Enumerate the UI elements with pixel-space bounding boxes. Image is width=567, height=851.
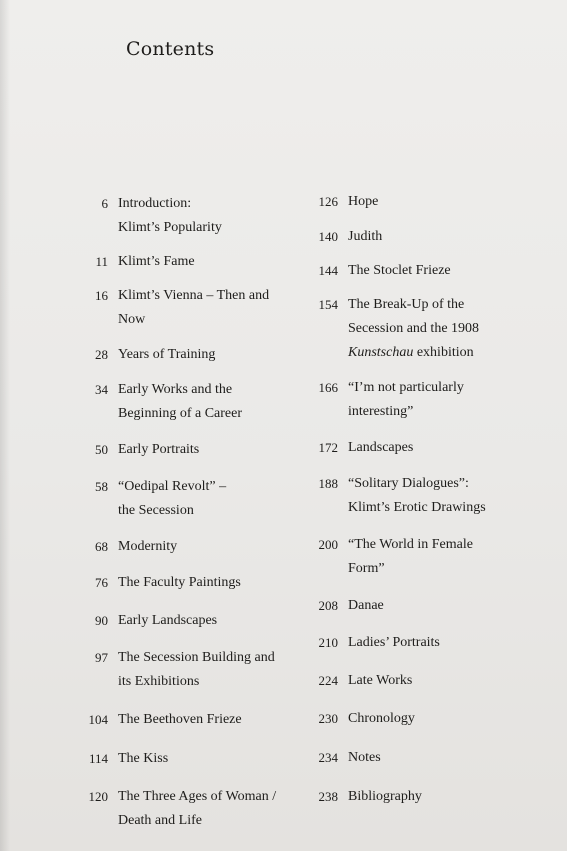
entry-title: Bibliography (348, 789, 422, 804)
entry-title-rest: exhibition (413, 345, 474, 360)
entry-title: Klimt’s Fame (118, 254, 195, 269)
page-number: 6 (101, 196, 108, 211)
entry-title: Form” (348, 561, 385, 576)
entry-title: Landscapes (348, 440, 414, 455)
entry-title: The Faculty Paintings (118, 575, 241, 590)
page-number: 166 (318, 380, 338, 395)
entry-title: The Stoclet Frieze (348, 263, 451, 278)
page-number: 28 (95, 347, 108, 362)
page-number: 200 (318, 537, 338, 552)
entry-title: Beginning of a Career (118, 406, 243, 421)
entry-title: Now (118, 312, 146, 327)
page-number: 144 (318, 263, 338, 278)
page-number: 11 (95, 254, 108, 269)
entry-title: Modernity (118, 539, 178, 554)
entry-title: “Oedipal Revolt” – (118, 479, 227, 494)
page-edge-shadow (0, 0, 10, 851)
entry-title: interesting” (348, 404, 414, 419)
entry-title: Introduction: (118, 196, 192, 211)
entry-title: The Kiss (118, 751, 169, 766)
entry-title: The Secession Building and (118, 650, 275, 665)
entry-title: “Solitary Dialogues”: (348, 476, 469, 491)
page-number: 34 (95, 382, 108, 397)
page-number: 188 (318, 476, 338, 491)
entry-title: Early Portraits (118, 442, 200, 457)
page-number: 97 (95, 650, 108, 665)
page-number: 16 (95, 288, 108, 303)
page-number: 208 (318, 598, 338, 613)
page-title: Contents (126, 38, 215, 60)
kunstschau-italic: Kunstschau (348, 345, 414, 360)
entry-title: Hope (348, 194, 379, 209)
entry-title: The Beethoven Frieze (118, 712, 242, 727)
entry-title: Early Works and the (118, 382, 233, 397)
entry-title: Chronology (348, 711, 415, 726)
entry-title: Judith (348, 229, 383, 244)
entry-title: Death and Life (118, 813, 202, 828)
entry-title-line3 (348, 341, 479, 365)
page-number: 68 (95, 539, 108, 554)
entry-title: The Break-Up of the (348, 297, 465, 312)
entry-title: Years of Training (118, 347, 216, 362)
entry-title: the Secession (118, 503, 194, 518)
entry-title: Klimt’s Popularity (118, 220, 222, 235)
page-number: 154 (318, 297, 338, 312)
page-number: 238 (318, 789, 338, 804)
page-number: 104 (88, 712, 108, 727)
page-number: 126 (318, 194, 338, 209)
entry-title: Notes (348, 750, 381, 765)
entry-title: Danae (348, 598, 384, 613)
entry-title: Klimt’s Erotic Drawings (348, 500, 486, 515)
page-number: 234 (318, 750, 338, 765)
entry-title: Early Landscapes (118, 613, 218, 628)
entry-title: The Three Ages of Woman / (118, 789, 277, 804)
entry-title: “I’m not particularly (348, 380, 464, 395)
page-number: 76 (95, 575, 108, 590)
page-number: 210 (318, 635, 338, 650)
page-number: 90 (95, 613, 108, 628)
entry-title: Klimt’s Vienna – Then and (118, 288, 270, 303)
entry-title: Secession and the 1908 (348, 321, 480, 336)
page-number: 50 (95, 442, 108, 457)
page-number: 120 (88, 789, 108, 804)
page-number: 224 (318, 673, 338, 688)
entry-title: its Exhibitions (118, 674, 200, 689)
page-number: 58 (95, 479, 108, 494)
entry-title: “The World in Female (348, 537, 473, 552)
entry-title: Late Works (348, 673, 413, 688)
page-number: 114 (88, 751, 108, 766)
entry-title: Ladies’ Portraits (348, 635, 440, 650)
page-number: 172 (318, 440, 338, 455)
page-number: 140 (318, 229, 338, 244)
page-number: 230 (318, 711, 338, 726)
